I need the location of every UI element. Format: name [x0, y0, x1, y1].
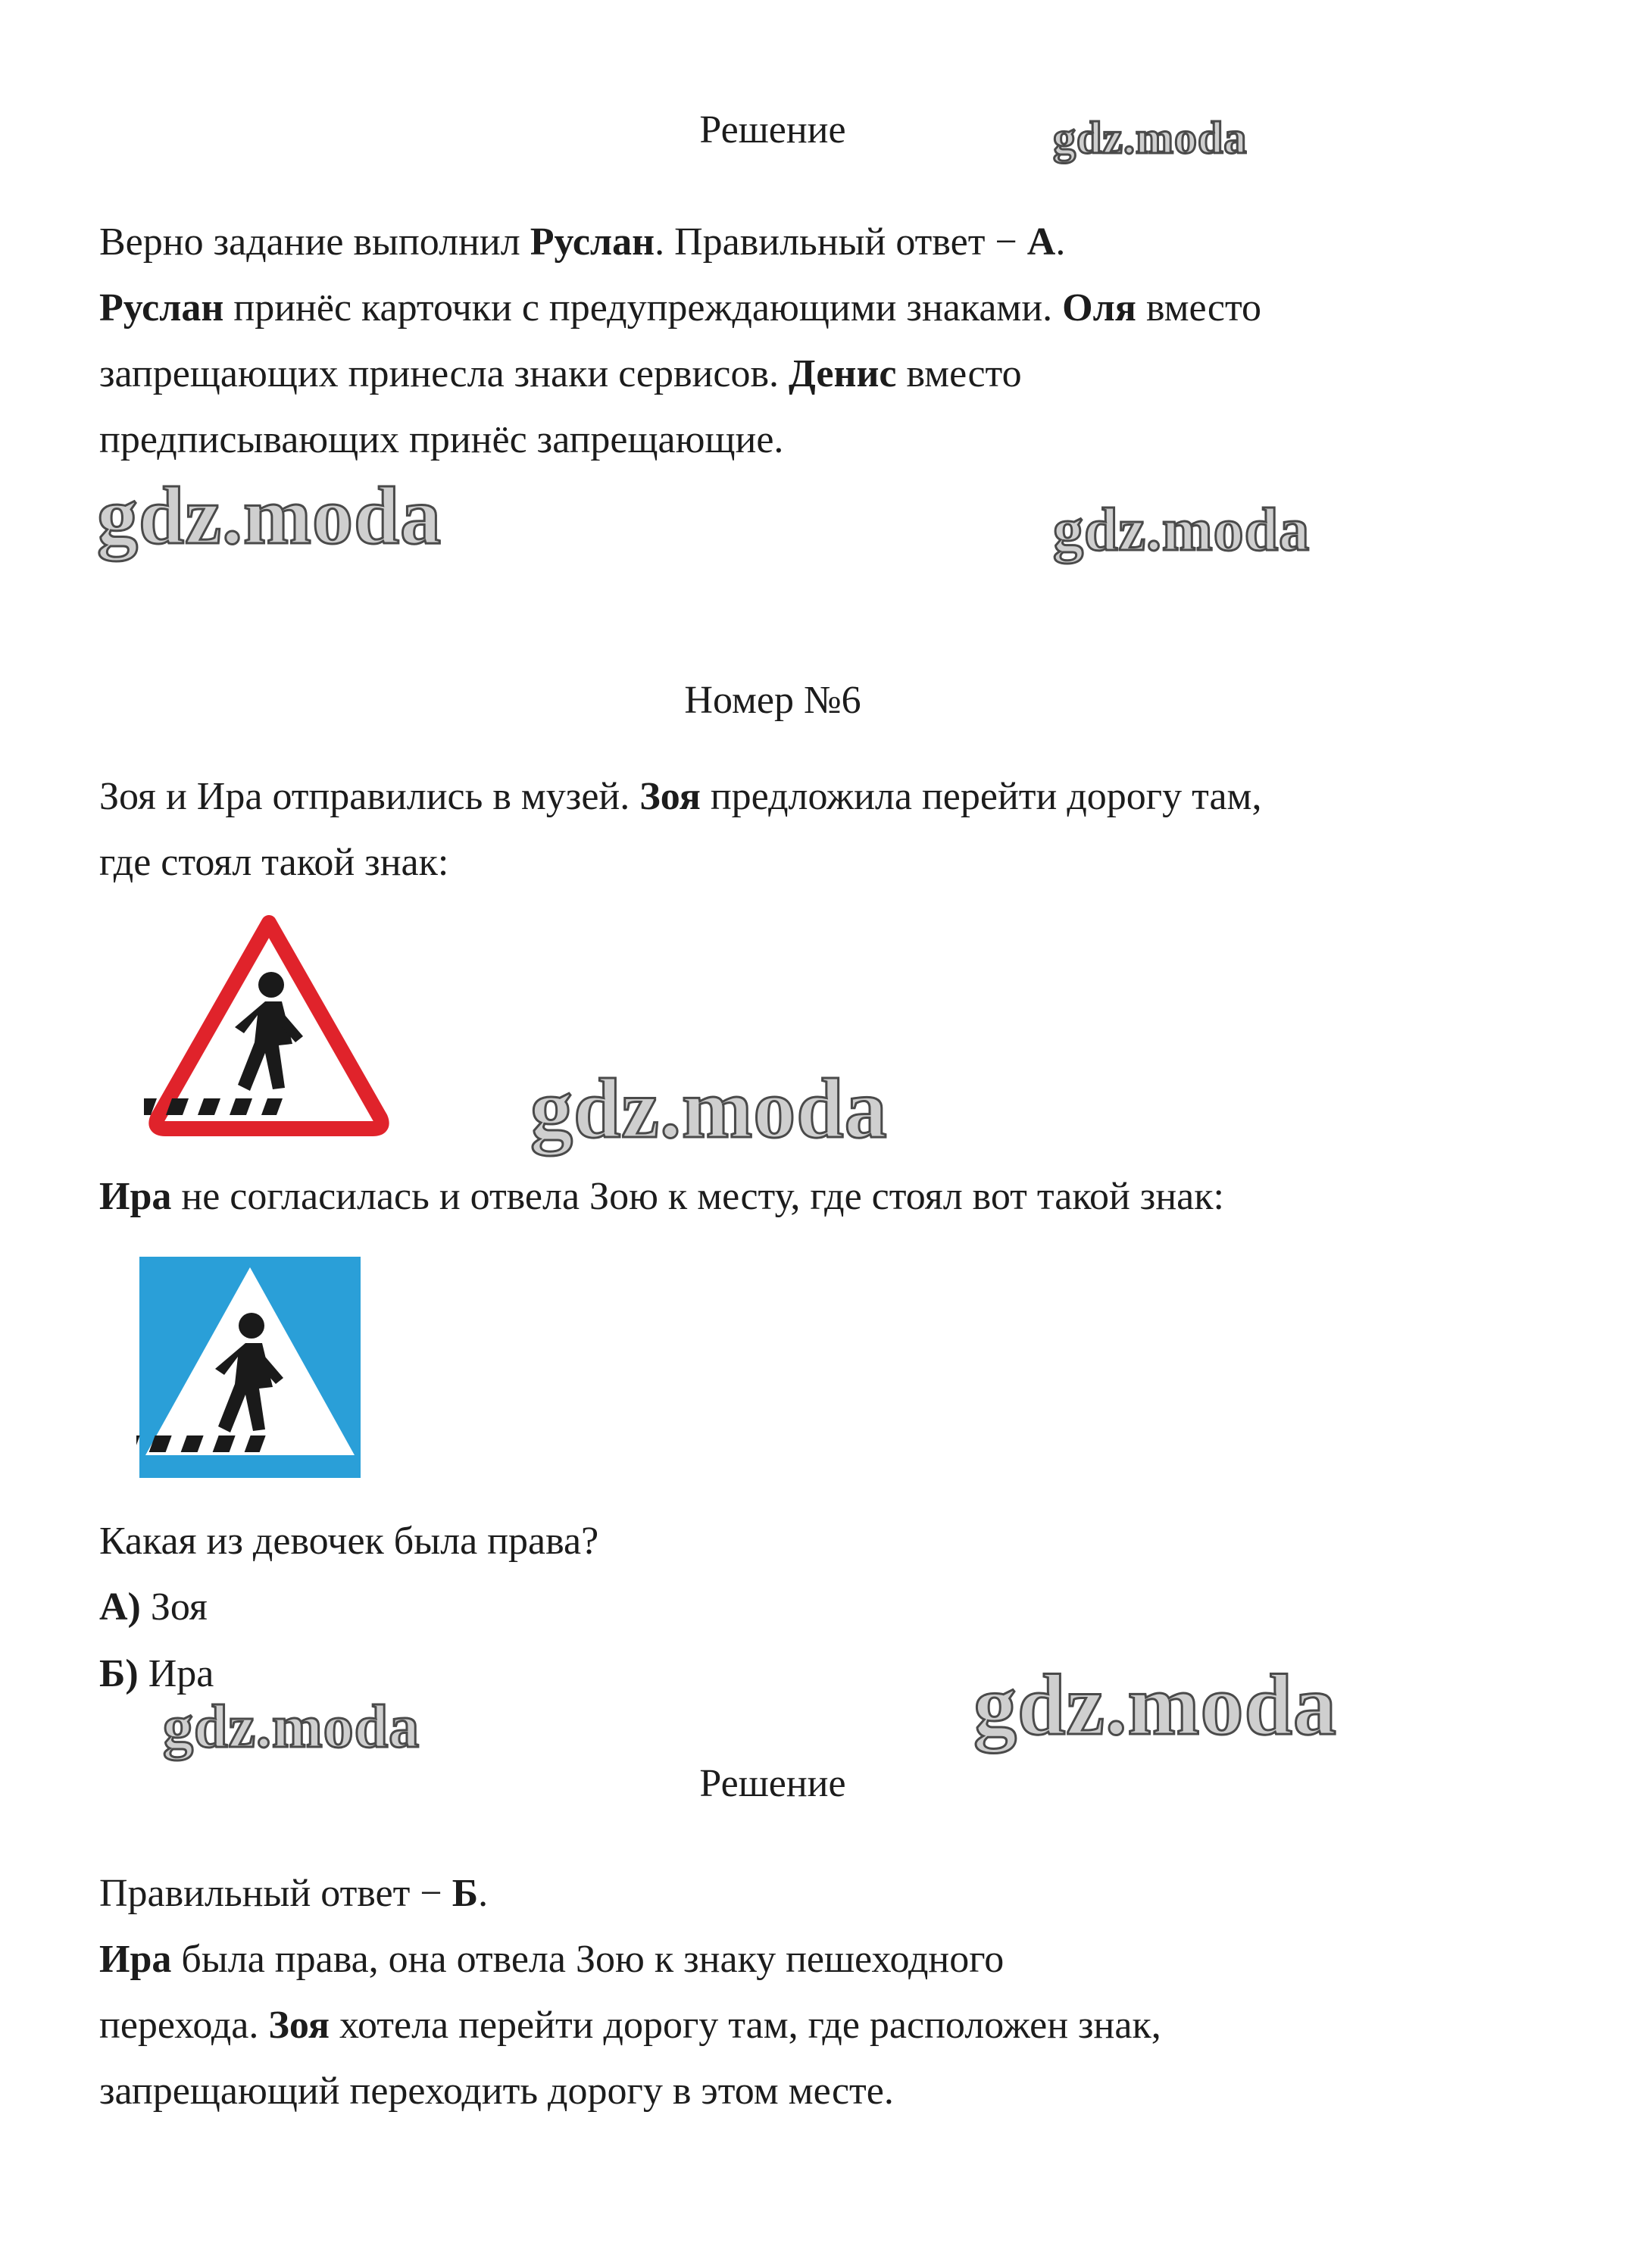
answer2-line1: Правильный ответ − Б.: [99, 1872, 489, 1915]
answer1-line4: предписывающих принёс запрещающие.: [99, 418, 784, 461]
solution-heading-2: Решение: [699, 1762, 846, 1805]
watermark: gdz.moda: [97, 471, 442, 561]
watermark: gdz.moda: [1053, 497, 1311, 564]
answer1-line1: Верно задание выполнил Руслан. Правильный ответ − А.: [99, 220, 1066, 264]
option-a: А) Зоя: [99, 1585, 208, 1629]
watermark: gdz.moda: [973, 1657, 1337, 1753]
watermark: gdz.moda: [530, 1062, 888, 1156]
problem-line1: Зоя и Ира отправились в музей. Зоя предложила перейти дорогу там,: [99, 775, 1262, 818]
problem-line2: где стоял такой знак:: [99, 841, 449, 884]
option-b: Б) Ира: [99, 1652, 214, 1695]
pedestrian-crossing-warning-sign-icon: [144, 909, 394, 1136]
question: Какая из девочек была права?: [99, 1520, 599, 1563]
watermark: gdz.moda: [1053, 113, 1248, 163]
problem-line3: Ира не согласилась и отвела Зою к месту, где стоял вот такой знак:: [99, 1175, 1224, 1218]
solution-heading-1: Решение: [699, 108, 846, 152]
answer2-line3: перехода. Зоя хотела перейти дорогу там, где расположен знак,: [99, 2004, 1161, 2047]
answer2-line2: Ира была права, она отвела Зою к знаку пешеходного: [99, 1938, 1005, 1981]
answer2-line4: запрещающий переходить дорогу в этом месте.: [99, 2070, 894, 2113]
answer1-line2: Руслан принёс карточки с предупреждающими знаками. Оля вместо: [99, 286, 1262, 330]
watermark: gdz.moda: [163, 1694, 420, 1760]
pedestrian-crossing-info-sign-icon: [136, 1254, 364, 1481]
answer1-line3: запрещающих принесла знаки сервисов. Денис вместо: [99, 352, 1022, 395]
problem-heading: Номер №6: [684, 679, 861, 722]
